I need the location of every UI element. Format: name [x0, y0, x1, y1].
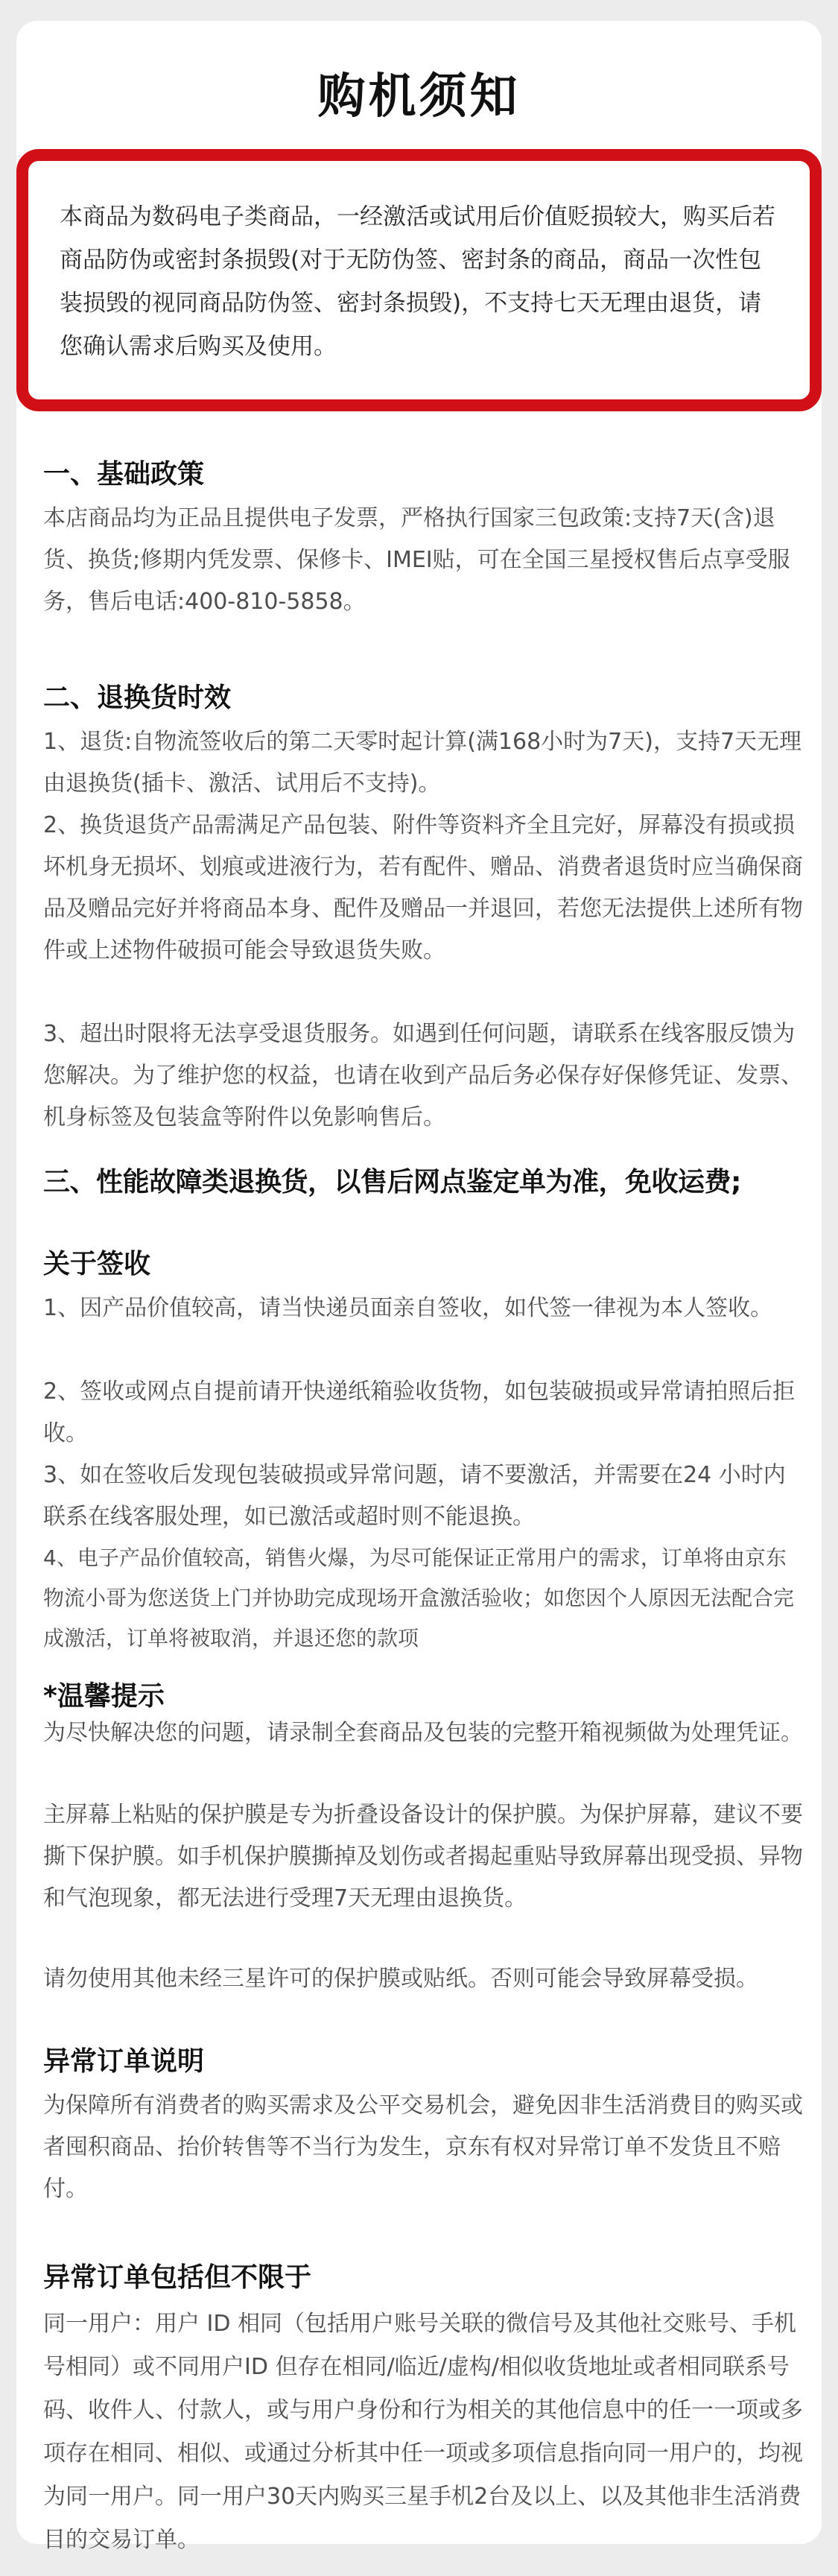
page-title: 购机须知	[317, 69, 521, 124]
return-time-heading: 二、退换货时效	[43, 683, 232, 713]
abnormal-order-text: 为保障所有消费者的购买需求及公平交易机会，避免因非生活消费目的购买或者囤积商品、抬价转售等不当行为发生，京东有权对异常订单不发货且不赔付。	[43, 2092, 803, 2202]
performance-heading: 三、性能故障类退换货，以售后网点鉴定单为准，免收运费;	[43, 1167, 741, 1197]
signing-item-2: 2、签收或网点自提前请开快递纸箱验收货物，如包装破损或异常请拍照后拒收。	[43, 1379, 796, 1446]
tips-item-3: 请勿使用其他未经三星许可的保护膜或贴纸。否则可能会导致屏幕受损。	[43, 1966, 758, 1992]
policy-card	[16, 21, 822, 2553]
tips-item-1: 为尽快解决您的问题，请录制全套商品及包装的完整开箱视频做为处理凭证。	[43, 1720, 803, 1746]
tips-item-2: 主屏幕上粘贴的保护膜是专为折叠设备设计的保护膜。为保护屏幕，建议不要撕下保护膜。如手机保护膜撕掉及划伤或者揭起重贴导致屏幕出现受损、异物和气泡现象，都无法进行受理7天无理由退换货。	[43, 1802, 803, 1911]
notice-box	[16, 149, 822, 411]
basic-policy-heading: 一、基础政策	[43, 459, 205, 490]
signing-item-1: 1、因产品价值较高，请当快递员面亲自签收，如代签一律视为本人签收。	[43, 1295, 773, 1321]
notice-text: 本商品为数码电子类商品，一经激活或试用后价值贬损较大，购买后若商品防伪或密封条损毁(对于无防伪签、密封条的商品，商品一次性包装损毁的视同商品防伪签、密封条损毁)，不支持七天无理由退货，请您确认需求后购买及使用。	[60, 203, 775, 360]
return-time-item-2: 2、换货退货产品需满足产品包装、附件等资料齐全且完好，屏幕没有损或损坏机身无损坏、划痕或进液行为，若有配件、赠品、消费者退货时应当确保商品及赠品完好并将商品本身、配件及赠品一并退回，若您无法提供上述所有物件或上述物件破损可能会导致退货失败。	[43, 812, 803, 963]
signing-item-3: 3、如在签收后发现包装破损或异常问题，请不要激活，并需要在24 小时内联系在线客服处理，如已激活或超时则不能退换。	[43, 1462, 786, 1530]
abnormal-includes-heading: 异常订单包括但不限于	[43, 2262, 312, 2293]
tips-heading: *温馨提示	[43, 1681, 165, 1712]
signing-heading: 关于签收	[43, 1249, 151, 1279]
abnormal-order-heading: 异常订单说明	[43, 2046, 205, 2077]
return-time-item-1: 1、退货:自物流签收后的第二天零时起计算(满168小时为7天)，支持7天无理由退换货(插卡、激活、试用后不支持)。	[43, 729, 802, 797]
signing-item-4: 4、电子产品价值较高，销售火爆，为尽可能保证正常用户的需求，订单将由京东物流小哥为您送货上门并协助完成现场开盒激活验收；如您因个人原因无法配合完成激活，订单将被取消，并退还您的款项	[43, 1545, 795, 1651]
return-time-item-3: 3、超出时限将无法享受退货服务。如遇到任何问题，请联系在线客服反馈为您解决。为了维护您的权益，也请在收到产品后务必保存好保修凭证、发票、机身标签及包装盒等附件以免影响售后。	[43, 1021, 803, 1130]
basic-policy-text: 本店商品均为正品且提供电子发票，严格执行国家三包政策:支持7天(含)退货、换货;修期内凭发票、保修卡、IMEI贴，可在全国三星授权售后点享受服务，售后电话:400-810-5858。	[43, 505, 790, 615]
abnormal-includes-text: 同一用户：用户 ID 相同（包括用户账号关联的微信号及其他社交账号、手机号相同）或不同用户ID 但存在相同/临近/虚构/相似收货地址或者相同联系号码、收件人、付款人，或与用户身份和行为相关的其他信息中的任一一项或多项存在相同、相似、或通过分析其中任一项或多项信息指向同一用户的，均视为同一用户。同一用户30天内购买三星手机2台及以上、以及其他非生活消费目的交易订单。	[43, 2311, 803, 2553]
